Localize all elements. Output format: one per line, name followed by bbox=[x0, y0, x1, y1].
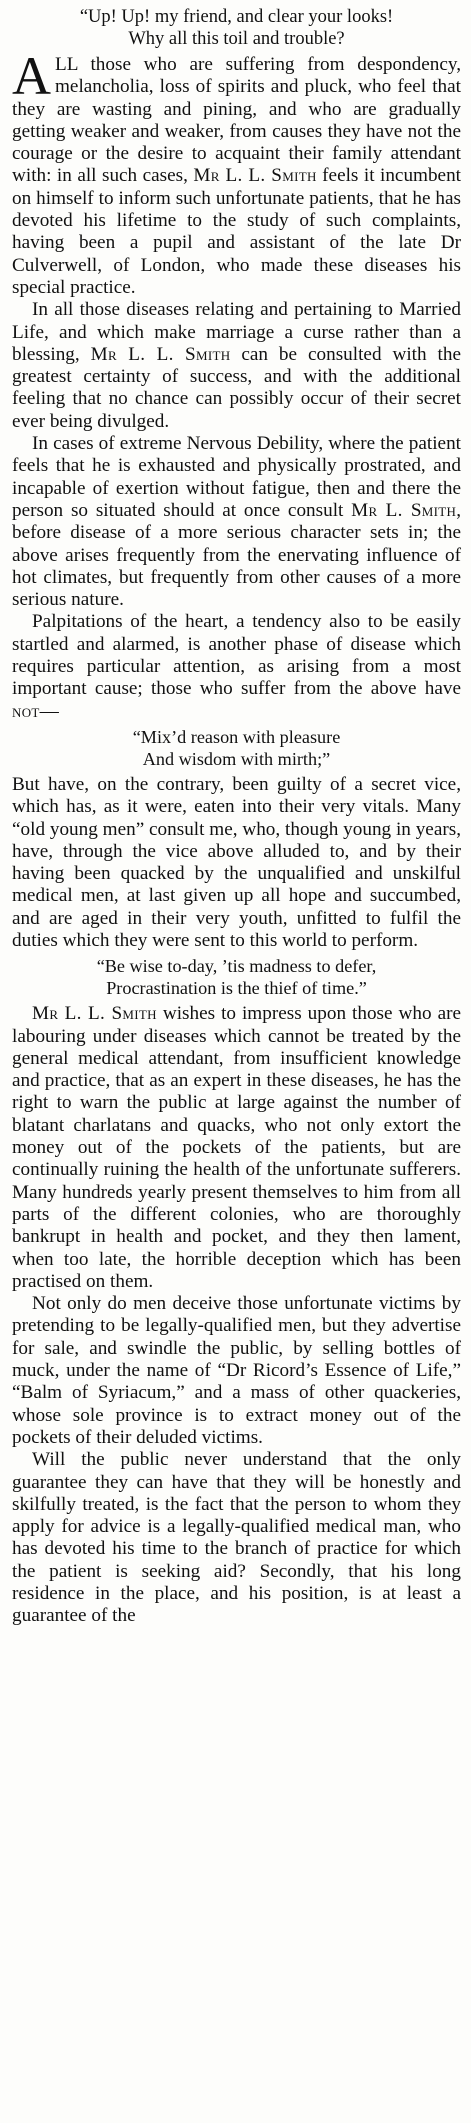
heading-line-2: Why all this toil and trouble? bbox=[128, 29, 345, 49]
verse-1-line-1: “Mix’d reason with pleasure bbox=[132, 726, 341, 747]
paragraph-7: Not only do men deceive those unfortunate victims by pretending to be legally-qualified men, but they advertise for sale, and swindle the public, by selling bottles of muck, under the name of “Dr Ricord’s Essence of Life,” “Balm of Syriacum,” and a mass of other quackeries, whose sole province is to extract money out of the pockets of their deluded victims. bbox=[12, 1293, 461, 1448]
paragraph-3-text-b: , before disease of a more serious character sets in; the above arises frequently from the enervating influence of hot climates, but frequently from other causes of a more serious nature. bbox=[12, 499, 462, 611]
paragraph-2 bbox=[12, 299, 461, 433]
practitioner-name: Mr L. L. Smith bbox=[193, 165, 317, 187]
heading-line-1: “Up! Up! my friend, and clear your looks! bbox=[79, 7, 394, 27]
paragraph-1 bbox=[12, 46, 461, 299]
advert-heading bbox=[12, 6, 461, 50]
paragraph-6 bbox=[12, 1003, 461, 1293]
paragraph-5: But have, on the contrary, been guilty of a secret vice, which has, as it were, eaten into their very vitals. Many “old young men” consult me, who, though young in years, have, through the vice above alluded to, and by their having been quacked by the unqualified and unskilful medical men, at last given up all hope and succumbed, and are aged in their very youth, unfitted to fulfil the duties which they were sent to this world to perform. bbox=[12, 773, 461, 951]
paragraph-6-text-b: wishes to impress upon those who are labouring under diseases which cannot be treated by the general medical attendant, from insufficient knowledge and practice, that as an expert in these diseases, he has the right to warn the public at large against the number of blatant charlatans and quacks, who not only extort the money out of the pockets of the patients, but are continually ruining the health of the unfortunate sufferers. Many hundreds yearly present themselves to him from all parts of the different colonies, who are thoroughly bankrupt in health and pocket, and they then lament, when too late, the horrible deception which has been practised on them. bbox=[12, 1003, 461, 1292]
practitioner-name: Mr L. Smith bbox=[351, 499, 457, 521]
paragraph-3-text-a: In cases of extreme Nervous Debility, where the patient feels that he is exhausted and physically prostrated, and incapable of exertion without fatigue, then and there the person so situated should at once consult bbox=[12, 433, 461, 521]
verse-quote-2 bbox=[12, 955, 461, 999]
verse-1-line-2: And wisdom with mirth;” bbox=[142, 748, 331, 769]
paragraph-3 bbox=[12, 433, 461, 611]
verse-quote-1 bbox=[12, 726, 461, 770]
paragraph-1-text-a: LL those who are suffering from despondency, melancholia, loss of spirits and pluck, who feel that they are wasting and pining, and who are gradually getting weaker and weaker, from causes they have not the courage or the desire to acquaint their family attendant with: in all such cases, bbox=[12, 54, 461, 187]
verse-2-line-2: Procrastination is the thief of time.” bbox=[106, 978, 367, 999]
paragraph-4 bbox=[12, 611, 461, 722]
practitioner-name: Mr L. L. Smith bbox=[90, 343, 231, 365]
practitioner-name: Mr L. L. Smith bbox=[32, 1003, 157, 1025]
verse-2-line-1: “Be wise to-day, ’tis madness to defer, bbox=[96, 956, 377, 977]
paragraph-2-text-a: In all those diseases relating and pertaining to Married Life, and which make marriage a curse rather than a blessing, bbox=[12, 299, 461, 365]
paragraph-4-text-b: — bbox=[39, 700, 59, 722]
paragraph-1-text-b: feels it incumbent on himself to inform such unfortunate patients, that he has devoted his lifetime to the study of such complaints, having been a pupil and assistant of the late Dr Culverwell, of London, who made these diseases his special practice. bbox=[12, 165, 461, 298]
paragraph-4-text-a: Palpitations of the heart, a tendency also to be easily startled and alarmed, is another phase of disease which requires particular attention, as arising from a most important cause; those who suffer from the above have bbox=[12, 611, 461, 700]
emphasis-not: not bbox=[12, 700, 40, 722]
paragraph-2-text-b: can be consulted with the greatest certainty of success, and with the additional feeling that no chance can possibly occur of their secret ever being divulged. bbox=[12, 343, 461, 432]
drop-cap: A bbox=[12, 46, 51, 106]
paragraph-8: Will the public never understand that the only guarantee they can have that they will be honestly and skilfully treated, is the fact that the person to whom they apply for advice is a legally-qualified medical man, who has devoted his time to the branch of practice for which the patient is seeking aid? Secondly, that his long residence in the place, and his position, is at least a guarantee of the bbox=[12, 1449, 461, 1627]
